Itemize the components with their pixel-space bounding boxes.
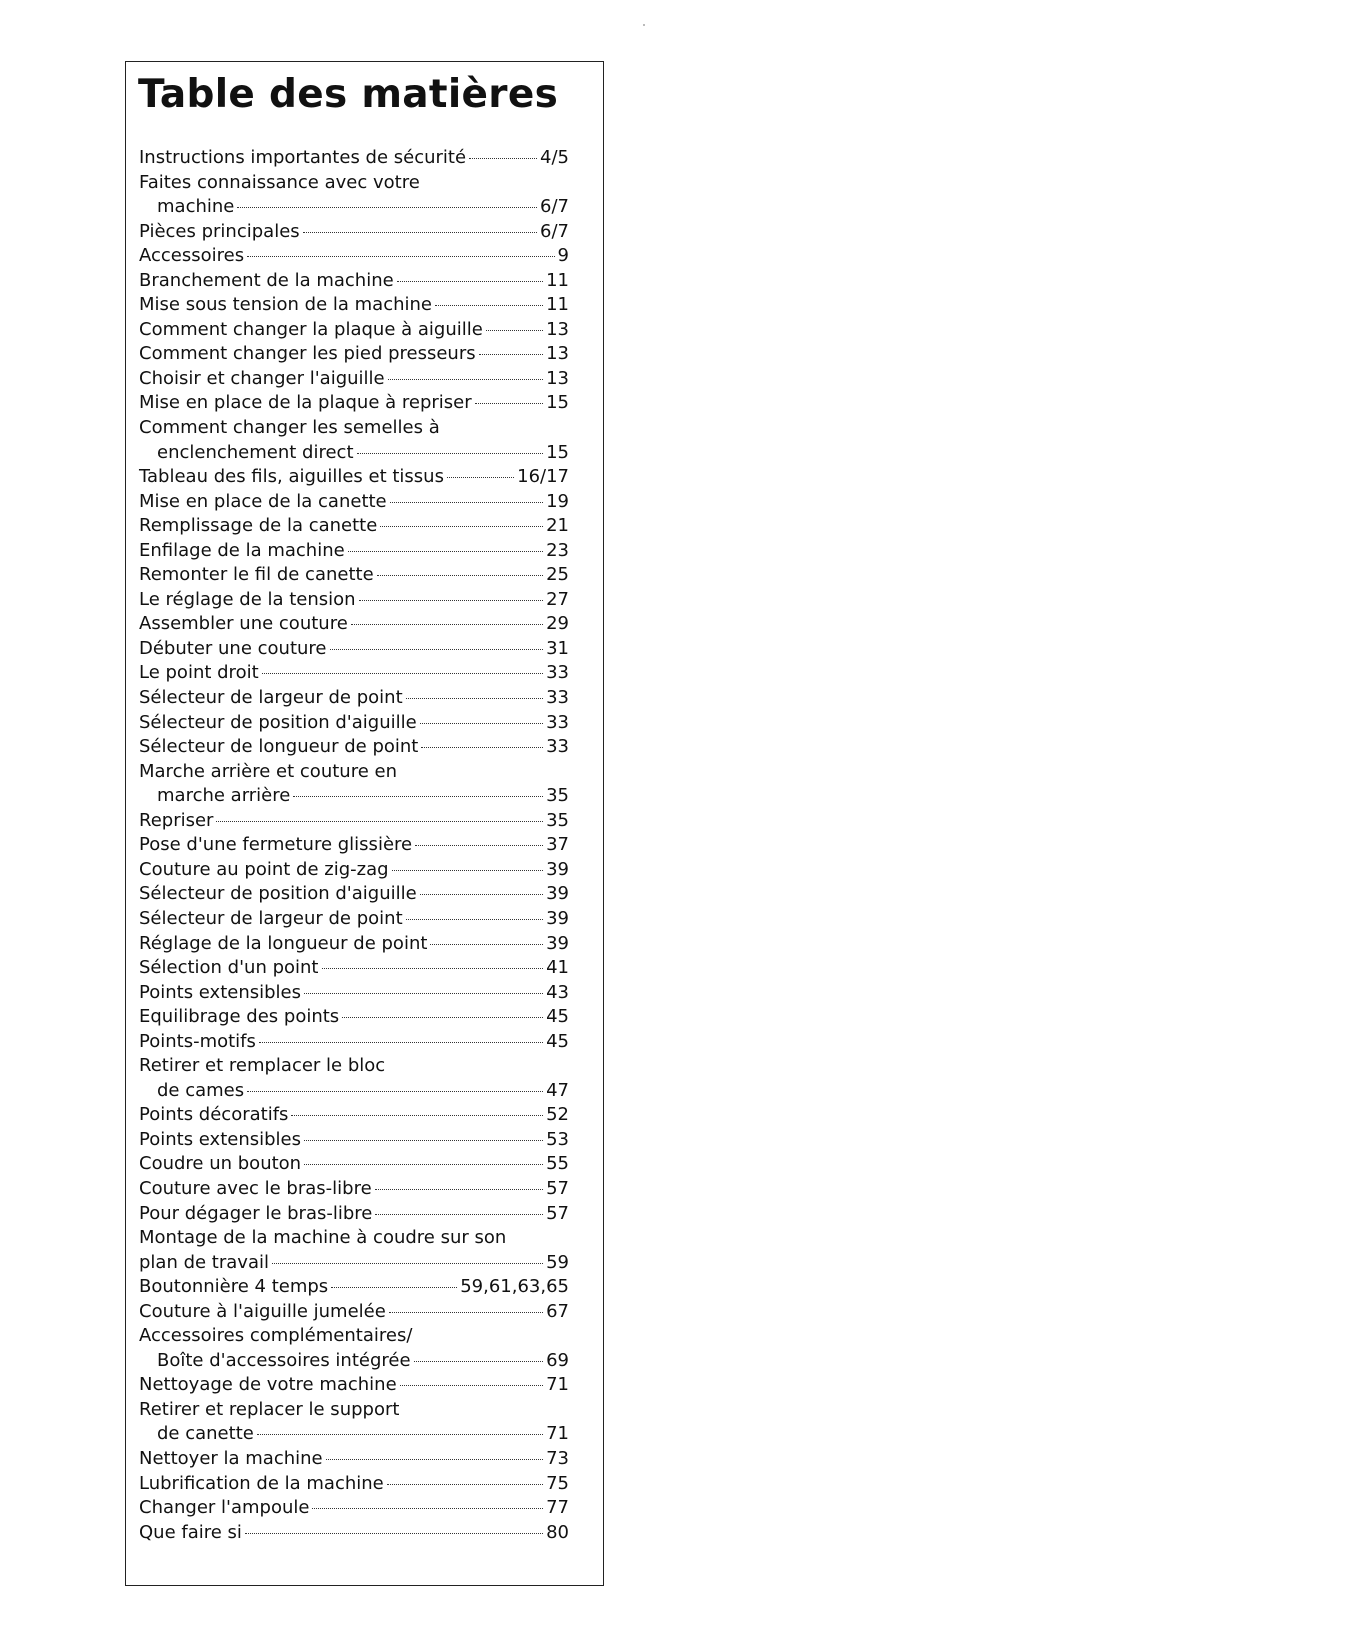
toc-page-number: 45: [546, 1006, 569, 1028]
toc-line: [139, 146, 569, 171]
dot-leader: [291, 1115, 543, 1116]
toc-entry-title: Couture à l'aiguille jumelée: [139, 1300, 386, 1322]
toc-entry: [139, 1054, 569, 1103]
toc-entry-title: Comment changer les semelles à: [139, 417, 440, 439]
toc-line: [139, 809, 569, 834]
toc-entry: [139, 735, 569, 760]
toc-line: [139, 1275, 569, 1300]
toc-entry-title: Points extensibles: [139, 981, 301, 1003]
toc-entry: [139, 342, 569, 367]
dot-leader: [303, 232, 537, 233]
toc-entry-title: Débuter une couture: [139, 637, 327, 659]
toc-line: [139, 981, 569, 1006]
toc-line: [139, 686, 569, 711]
toc-line: [139, 612, 569, 637]
toc-entry: [139, 1324, 569, 1373]
toc-entry-title: enclenchement direct: [157, 441, 354, 463]
toc-entry-title: Sélection d'un point: [139, 957, 319, 979]
dot-leader: [330, 649, 544, 650]
toc-page-number: 11: [546, 294, 569, 316]
toc-line: [139, 293, 569, 318]
toc-entry-title: Nettoyer la machine: [139, 1447, 323, 1469]
toc-page-number: 73: [546, 1447, 569, 1469]
toc-entry-title: Remplissage de la canette: [139, 515, 378, 537]
toc-entry-title: Enfilage de la machine: [139, 539, 345, 561]
toc-entry-title: Sélecteur de longueur de point: [139, 736, 419, 758]
toc-entry: [139, 686, 569, 711]
dot-leader: [331, 1287, 457, 1288]
toc-page-number: 31: [546, 637, 569, 659]
toc-entry-title: plan de travail: [139, 1251, 269, 1273]
toc-entry-title: Tableau des fils, aiguilles et tissus: [139, 466, 444, 488]
toc-page-number: 33: [546, 711, 569, 733]
toc-line: [139, 1422, 569, 1447]
toc-entry: [139, 760, 569, 809]
toc-entry-title: Sélecteur de position d'aiguille: [139, 883, 417, 905]
toc-line: [139, 760, 569, 785]
toc-page-number: 57: [546, 1202, 569, 1224]
toc-page-number: 33: [546, 662, 569, 684]
toc-entry-title: Assembler une couture: [139, 613, 348, 635]
toc-page-number: 57: [546, 1177, 569, 1199]
dot-leader: [259, 1042, 543, 1043]
dot-leader: [304, 1164, 543, 1165]
toc-entry: [139, 1275, 569, 1300]
dot-leader: [375, 1214, 543, 1215]
toc-page-number: 71: [546, 1374, 569, 1396]
toc-entry: [139, 882, 569, 907]
toc-entry-title: Comment changer la plaque à aiguille: [139, 318, 483, 340]
toc-page-number: 47: [546, 1079, 569, 1101]
toc-entry: [139, 269, 569, 294]
toc-entry: [139, 809, 569, 834]
toc-entry-title: Mise en place de la canette: [139, 490, 387, 512]
toc-page-number: 67: [546, 1300, 569, 1322]
toc-line: [139, 1005, 569, 1030]
toc-line: [139, 882, 569, 907]
toc-entry-title: machine: [157, 196, 235, 218]
toc-page-number: 13: [546, 343, 569, 365]
toc-entry-title: Mise en place de la plaque à repriser: [139, 392, 472, 414]
toc-line: [139, 490, 569, 515]
toc-entry: [139, 711, 569, 736]
toc-entry: [139, 1202, 569, 1227]
toc-line: [139, 735, 569, 760]
toc-page-number: 6/7: [540, 196, 569, 218]
dot-leader: [247, 256, 554, 257]
toc-line: [139, 539, 569, 564]
dot-leader: [375, 1189, 543, 1190]
toc-page-number: 55: [546, 1153, 569, 1175]
dot-leader: [342, 1017, 543, 1018]
toc-page-number: 69: [546, 1349, 569, 1371]
toc-entry: [139, 1521, 569, 1546]
toc-entry-title: Lubrification de la machine: [139, 1472, 384, 1494]
toc-line: [139, 563, 569, 588]
dot-leader: [420, 723, 543, 724]
toc-line: [139, 1177, 569, 1202]
dot-leader: [420, 894, 543, 895]
toc-line: [139, 342, 569, 367]
toc-page-number: 35: [546, 785, 569, 807]
toc-entry-title: Branchement de la machine: [139, 269, 394, 291]
toc-list: [139, 146, 569, 1545]
toc-entry-title: Retirer et remplacer le bloc: [139, 1055, 386, 1077]
toc-line: [139, 1472, 569, 1497]
toc-entry: [139, 416, 569, 465]
toc-line: [139, 1152, 569, 1177]
dot-leader: [312, 1508, 543, 1509]
toc-page-number: 37: [546, 834, 569, 856]
toc-page-number: 39: [546, 932, 569, 954]
dot-leader: [387, 1484, 543, 1485]
toc-line: [139, 1079, 569, 1104]
toc-page-number: 39: [546, 883, 569, 905]
toc-entry: [139, 1030, 569, 1055]
dot-leader: [400, 1385, 543, 1386]
toc-entry-title: Marche arrière et couture en: [139, 760, 397, 782]
toc-entry-title: Sélecteur de largeur de point: [139, 907, 403, 929]
toc-line: [139, 1226, 569, 1251]
dot-leader: [430, 944, 543, 945]
toc-line: [139, 220, 569, 245]
dot-leader: [388, 379, 543, 380]
dot-leader: [380, 526, 543, 527]
dot-leader: [392, 870, 544, 871]
toc-page-number: 77: [546, 1497, 569, 1519]
toc-line: [139, 907, 569, 932]
toc-line: [139, 318, 569, 343]
toc-entry: [139, 1128, 569, 1153]
toc-line: [139, 1496, 569, 1521]
dot-leader: [486, 330, 543, 331]
toc-line: [139, 1030, 569, 1055]
dot-leader: [293, 796, 543, 797]
toc-entry-title: Boutonnière 4 temps: [139, 1276, 329, 1298]
dot-leader: [351, 624, 543, 625]
toc-page-number: 52: [546, 1104, 569, 1126]
toc-entry-title: Points extensibles: [139, 1128, 301, 1150]
toc-page-number: 43: [546, 981, 569, 1003]
toc-entry-title: Choisir et changer l'aiguille: [139, 367, 385, 389]
toc-line: [139, 1103, 569, 1128]
toc-entry: [139, 244, 569, 269]
dot-leader: [247, 1091, 543, 1092]
dot-leader: [272, 1263, 543, 1264]
toc-entry: [139, 1005, 569, 1030]
toc-line: [139, 1349, 569, 1374]
toc-entry-title: Pièces principales: [139, 220, 300, 242]
toc-line: [139, 1202, 569, 1227]
toc-entry: [139, 1177, 569, 1202]
toc-entry: [139, 563, 569, 588]
toc-entry-title: Instructions importantes de sécurité: [139, 147, 467, 168]
dot-leader: [475, 403, 543, 404]
dot-leader: [479, 354, 543, 355]
toc-line: [139, 637, 569, 662]
toc-entry: [139, 981, 569, 1006]
toc-entry: [139, 293, 569, 318]
toc-line: [139, 1054, 569, 1079]
dot-leader: [421, 747, 543, 748]
toc-page-number: 15: [546, 441, 569, 463]
toc-entry-title: de cames: [157, 1079, 245, 1101]
toc-line: [139, 784, 569, 809]
toc-page-number: 21: [546, 515, 569, 537]
toc-line: [139, 465, 569, 490]
toc-line: [139, 1300, 569, 1325]
toc-line: [139, 956, 569, 981]
toc-entry-title: Que faire si: [139, 1521, 242, 1543]
toc-entry: [139, 907, 569, 932]
toc-entry-title: Points-motifs: [139, 1030, 256, 1052]
toc-line: [139, 1324, 569, 1349]
dot-leader: [390, 502, 543, 503]
toc-entry-title: Accessoires complémentaires/: [139, 1325, 413, 1347]
toc-page-number: 71: [546, 1423, 569, 1445]
toc-page-number: 45: [546, 1030, 569, 1052]
toc-line: [139, 416, 569, 441]
toc-line: [139, 1521, 569, 1546]
dot-leader: [257, 1434, 543, 1435]
toc-page-number: 25: [546, 564, 569, 586]
toc-entry-title: Accessoires: [139, 245, 245, 267]
toc-entry-title: marche arrière: [157, 785, 291, 807]
toc-entry-title: Le point droit: [139, 662, 259, 684]
toc-entry: [139, 1447, 569, 1472]
toc-entry-title: Couture au point de zig-zag: [139, 858, 389, 880]
toc-entry-title: Pose d'une fermeture glissière: [139, 834, 413, 856]
toc-entry: [139, 1300, 569, 1325]
toc-line: [139, 588, 569, 613]
toc-page-number: 29: [546, 613, 569, 635]
toc-page-number: 39: [546, 858, 569, 880]
toc-entry: [139, 1398, 569, 1447]
toc-entry-title: Boîte d'accessoires intégrée: [157, 1349, 411, 1371]
toc-entry-title: Faites connaissance avec votre: [139, 171, 420, 193]
dot-leader: [359, 600, 544, 601]
toc-entry-title: Sélecteur de position d'aiguille: [139, 711, 417, 733]
toc-entry: [139, 588, 569, 613]
toc-entry: [139, 956, 569, 981]
toc-entry: [139, 1103, 569, 1128]
toc-page-number: 19: [546, 490, 569, 512]
toc-entry-title: Repriser: [139, 809, 214, 831]
toc-entry: [139, 391, 569, 416]
toc-page-number: 15: [546, 392, 569, 414]
dot-leader: [348, 551, 543, 552]
toc-line: [139, 514, 569, 539]
dot-leader: [377, 575, 543, 576]
dot-leader: [414, 1361, 544, 1362]
toc-line: [139, 195, 569, 220]
dot-leader: [406, 698, 543, 699]
toc-line: [139, 391, 569, 416]
dot-leader: [397, 281, 543, 282]
toc-line: [139, 833, 569, 858]
dot-leader: [245, 1533, 543, 1534]
toc-entry: [139, 490, 569, 515]
toc-entry: [139, 833, 569, 858]
toc-page-number: 16/17: [517, 466, 569, 488]
toc-entry: [139, 932, 569, 957]
dot-leader: [415, 845, 543, 846]
toc-line: [139, 1251, 569, 1276]
toc-line: [139, 858, 569, 883]
dot-leader: [322, 968, 544, 969]
toc-entry-title: Remonter le fil de canette: [139, 564, 374, 586]
toc-entry: [139, 661, 569, 686]
toc-line: [139, 269, 569, 294]
toc-entry: [139, 465, 569, 490]
toc-entry: [139, 1226, 569, 1275]
toc-entry-title: Equilibrage des points: [139, 1006, 340, 1028]
toc-entry-title: Retirer et replacer le support: [139, 1398, 400, 1420]
toc-entry: [139, 171, 569, 220]
dot-leader: [304, 993, 543, 994]
toc-entry-title: Comment changer les pied presseurs: [139, 343, 476, 365]
toc-entry-title: Points décoratifs: [139, 1104, 289, 1126]
toc-page-number: 13: [546, 318, 569, 340]
toc-page-number: 11: [546, 269, 569, 291]
toc-page-number: 59,61,63,65: [460, 1276, 569, 1298]
toc-entry: [139, 514, 569, 539]
toc-page-number: 59: [546, 1251, 569, 1273]
toc-entry: [139, 367, 569, 392]
toc-entry: [139, 146, 569, 171]
toc-entry: [139, 318, 569, 343]
toc-entry: [139, 858, 569, 883]
toc-entry-title: de canette: [157, 1423, 254, 1445]
toc-line: [139, 1128, 569, 1153]
toc-entry-title: Montage de la machine à coudre sur son: [139, 1227, 507, 1249]
toc-entry: [139, 539, 569, 564]
toc-line: [139, 932, 569, 957]
table-of-contents-box: [125, 61, 604, 1586]
toc-line: [139, 1373, 569, 1398]
toc-entry-title: Réglage de la longueur de point: [139, 932, 428, 954]
toc-line: [139, 711, 569, 736]
dot-leader: [326, 1459, 543, 1460]
toc-entry-title: Sélecteur de largeur de point: [139, 687, 403, 709]
toc-page-number: 41: [546, 957, 569, 979]
toc-page-number: 4/5: [540, 147, 569, 168]
toc-page-number: 23: [546, 539, 569, 561]
dot-leader: [262, 673, 543, 674]
dot-leader: [216, 821, 543, 822]
dot-leader: [406, 919, 543, 920]
toc-line: [139, 367, 569, 392]
toc-entry-title: Coudre un bouton: [139, 1153, 302, 1175]
toc-entry: [139, 1472, 569, 1497]
toc-entry: [139, 1152, 569, 1177]
toc-page-number: 27: [546, 588, 569, 610]
toc-page-number: 33: [546, 736, 569, 758]
page-title: Table des matières: [138, 72, 559, 117]
toc-entry-title: Mise sous tension de la machine: [139, 294, 432, 316]
scan-speck: [643, 24, 645, 26]
toc-entry-title: Le réglage de la tension: [139, 588, 356, 610]
dot-leader: [447, 477, 514, 478]
toc-entry-title: Couture avec le bras-libre: [139, 1177, 372, 1199]
toc-line: [139, 1447, 569, 1472]
dot-leader: [304, 1140, 543, 1141]
toc-page-number: 80: [546, 1521, 569, 1543]
toc-page-number: 6/7: [540, 220, 569, 242]
toc-page-number: 75: [546, 1472, 569, 1494]
toc-page-number: 35: [546, 809, 569, 831]
dot-leader: [357, 453, 544, 454]
toc-line: [139, 1398, 569, 1423]
toc-line: [139, 661, 569, 686]
dot-leader: [469, 158, 537, 159]
toc-entry-title: Nettoyage de votre machine: [139, 1374, 397, 1396]
toc-page-number: 13: [546, 367, 569, 389]
toc-page-number: 9: [557, 245, 569, 267]
toc-page-number: 39: [546, 907, 569, 929]
toc-line: [139, 441, 569, 466]
toc-entry-title: Pour dégager le bras-libre: [139, 1202, 373, 1224]
dot-leader: [237, 207, 537, 208]
toc-line: [139, 244, 569, 269]
toc-entry: [139, 637, 569, 662]
toc-entry: [139, 1496, 569, 1521]
toc-entry: [139, 220, 569, 245]
dot-leader: [435, 305, 543, 306]
toc-page-number: 33: [546, 687, 569, 709]
toc-entry-title: Changer l'ampoule: [139, 1497, 310, 1519]
toc-entry: [139, 612, 569, 637]
dot-leader: [389, 1312, 543, 1313]
toc-page-number: 53: [546, 1128, 569, 1150]
toc-line: [139, 171, 569, 196]
toc-entry: [139, 1373, 569, 1398]
